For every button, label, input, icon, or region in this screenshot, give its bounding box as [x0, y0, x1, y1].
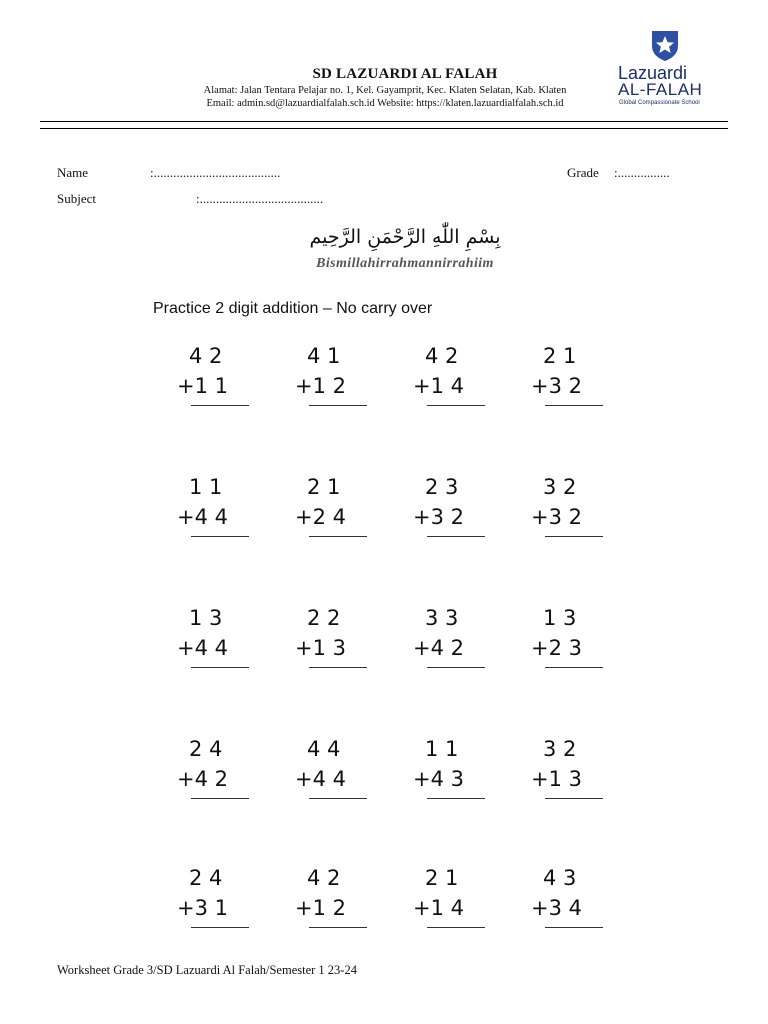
addend: +4 2	[413, 636, 464, 660]
answer-line[interactable]	[427, 667, 485, 668]
logo-subname: AL-FALAH	[618, 80, 703, 99]
top-number: 4 2	[189, 344, 223, 368]
addition-problem	[295, 475, 375, 545]
addition-problem	[413, 344, 493, 414]
addition-problem	[531, 606, 611, 676]
addend: +2 4	[295, 505, 346, 529]
school-name: SD LAZUARDI AL FALAH	[312, 66, 498, 82]
top-number: 4 1	[307, 344, 341, 368]
answer-line[interactable]	[309, 667, 367, 668]
name-label: Name	[57, 165, 89, 180]
top-number: 1 1	[425, 737, 459, 761]
addition-problem	[177, 344, 257, 414]
answer-line[interactable]	[309, 536, 367, 537]
addition-problem	[531, 344, 611, 414]
bismillah-arabic: بِسْمِ اللّٰهِ الرَّحْمَنِ الرَّحِيم	[309, 226, 501, 248]
addend: +3 4	[531, 896, 582, 920]
addend: +4 4	[177, 636, 228, 660]
addend: +4 3	[413, 767, 464, 791]
answer-line[interactable]	[545, 927, 603, 928]
answer-line[interactable]	[309, 405, 367, 406]
top-number: 1 3	[543, 606, 577, 630]
addend: +3 1	[177, 896, 228, 920]
addition-problem	[413, 737, 493, 807]
grade-field[interactable]: :................	[614, 165, 670, 180]
addition-problem	[295, 344, 375, 414]
answer-line[interactable]	[191, 798, 249, 799]
name-field[interactable]: :.......................................	[150, 165, 281, 180]
addition-problem	[413, 606, 493, 676]
addend: +3 2	[413, 505, 464, 529]
top-number: 4 4	[307, 737, 341, 761]
addend: +3 2	[531, 374, 582, 398]
top-number: 2 1	[307, 475, 341, 499]
top-number: 3 3	[425, 606, 459, 630]
school-contact: Email: admin.sd@lazuardialfalah.sch.id Website: https://klaten.lazuardialfalah.sch.id	[206, 98, 564, 109]
addition-problem	[413, 866, 493, 936]
answer-line[interactable]	[191, 405, 249, 406]
top-number: 4 3	[543, 866, 577, 890]
answer-line[interactable]	[545, 667, 603, 668]
header-rule-top	[40, 121, 728, 122]
addition-problem	[295, 866, 375, 936]
answer-line[interactable]	[309, 927, 367, 928]
addend: +1 1	[177, 374, 228, 398]
footer-text: Worksheet Grade 3/SD Lazuardi Al Falah/Semester 1 23-24	[57, 963, 357, 977]
answer-line[interactable]	[191, 927, 249, 928]
top-number: 2 1	[425, 866, 459, 890]
addition-problem	[413, 475, 493, 545]
addition-problem	[531, 737, 611, 807]
addend: +1 4	[413, 896, 464, 920]
addition-problem	[531, 866, 611, 936]
answer-line[interactable]	[545, 536, 603, 537]
top-number: 2 3	[425, 475, 459, 499]
top-number: 3 2	[543, 737, 577, 761]
addend: +1 3	[531, 767, 582, 791]
addend: +2 3	[531, 636, 582, 660]
answer-line[interactable]	[427, 798, 485, 799]
top-number: 2 1	[543, 344, 577, 368]
answer-line[interactable]	[545, 405, 603, 406]
answer-line[interactable]	[427, 927, 485, 928]
grade-label: Grade	[567, 165, 599, 180]
addition-problem	[177, 606, 257, 676]
top-number: 4 2	[425, 344, 459, 368]
worksheet-title: Practice 2 digit addition – No carry over	[153, 300, 433, 317]
bismillah-latin: Bismillahirrahmannirrahiim	[316, 256, 494, 271]
top-number: 1 3	[189, 606, 223, 630]
shield-star-icon	[649, 28, 681, 62]
top-number: 2 2	[307, 606, 341, 630]
addend: +1 4	[413, 374, 464, 398]
logo-tagline: Global Compassionate School	[619, 100, 700, 106]
addition-problem	[177, 737, 257, 807]
answer-line[interactable]	[191, 667, 249, 668]
addend: +1 3	[295, 636, 346, 660]
school-address: Alamat: Jalan Tentara Pelajar no. 1, Kel. Gayamprit, Kec. Klaten Selatan, Kab. Klaten	[203, 85, 567, 96]
subject-field[interactable]: :......................................	[196, 191, 324, 206]
addend: +4 4	[177, 505, 228, 529]
addend: +1 2	[295, 896, 346, 920]
addition-problem	[177, 475, 257, 545]
addend: +4 4	[295, 767, 346, 791]
school-logo	[615, 26, 725, 116]
top-number: 3 2	[543, 475, 577, 499]
addition-problem	[177, 866, 257, 936]
top-number: 1 1	[189, 475, 223, 499]
top-number: 2 4	[189, 737, 223, 761]
addend: +4 2	[177, 767, 228, 791]
addition-problem	[295, 737, 375, 807]
addition-problem	[531, 475, 611, 545]
answer-line[interactable]	[427, 405, 485, 406]
addend: +1 2	[295, 374, 346, 398]
addition-problem	[295, 606, 375, 676]
addend: +3 2	[531, 505, 582, 529]
header-rule-bottom	[40, 128, 728, 129]
answer-line[interactable]	[309, 798, 367, 799]
answer-line[interactable]	[545, 798, 603, 799]
subject-label: Subject	[57, 191, 96, 206]
top-number: 4 2	[307, 866, 341, 890]
answer-line[interactable]	[427, 536, 485, 537]
top-number: 2 4	[189, 866, 223, 890]
logo-name: Lazuardi	[618, 63, 688, 83]
answer-line[interactable]	[191, 536, 249, 537]
